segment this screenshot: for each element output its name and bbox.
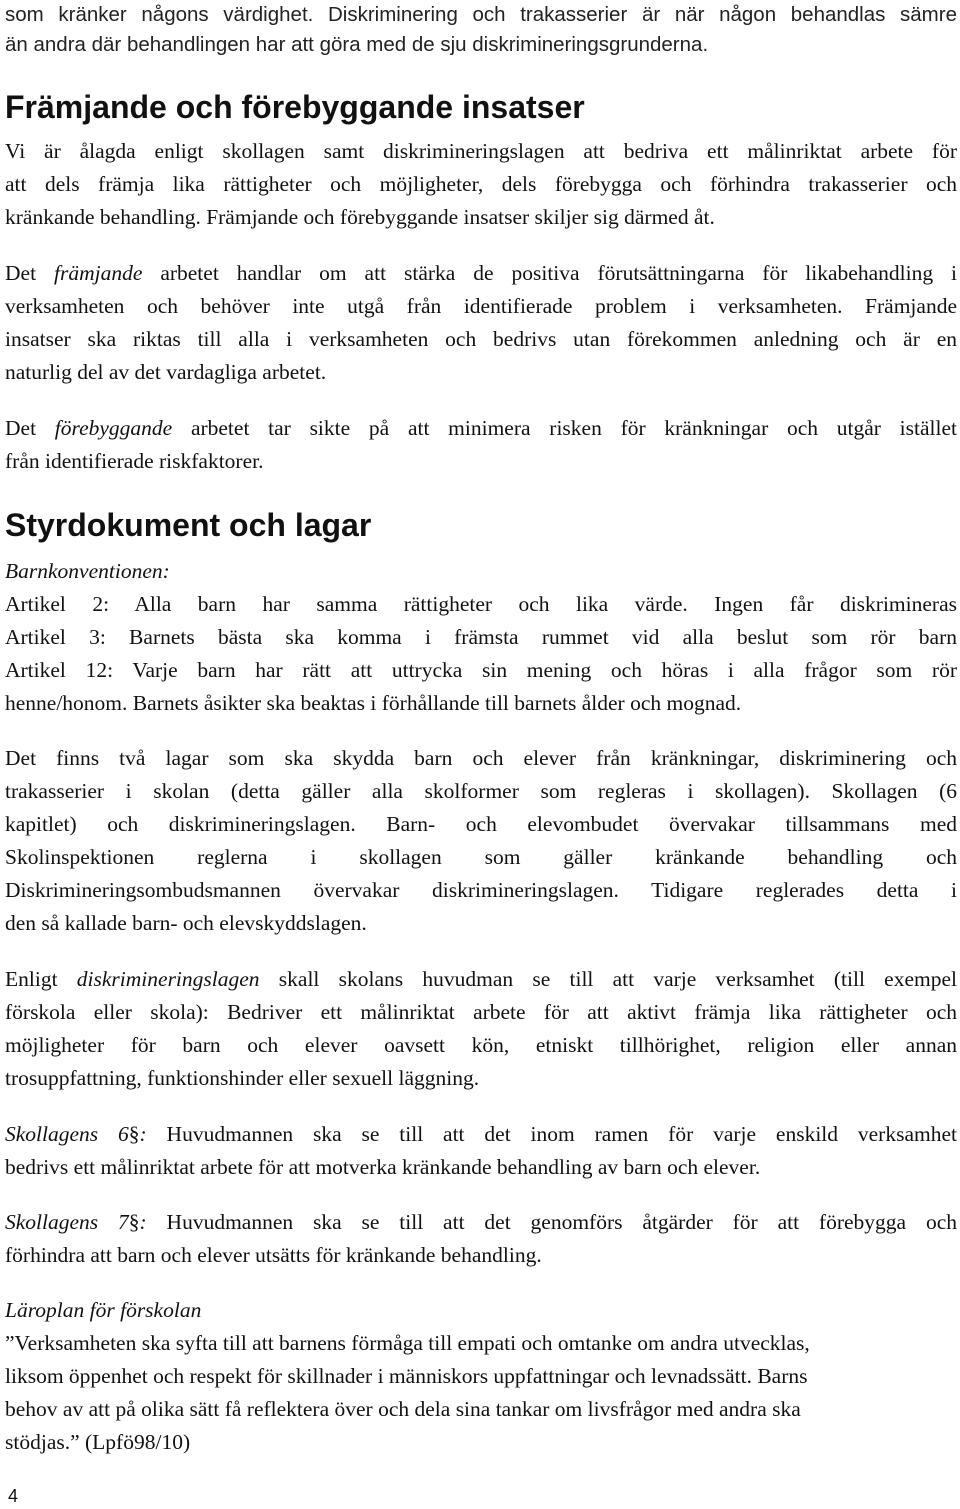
paragraph-symbol: § [128, 1210, 140, 1234]
text-line: som kränker någons värdighet. Diskriminering och trakasserier är när någon behandlas sämre [5, 3, 957, 26]
text-line: möjligheter för barn och elever oavsett kön, etniskt tillhörighet, religion eller annan [5, 1033, 957, 1057]
text-line: Artikel 2: Alla barn har samma rättigheter och lika värde. Ingen får diskrimineras [5, 592, 957, 616]
emphasis-text: förebyggande [54, 416, 173, 440]
text-line: trosuppfattning, funktionshinder eller sexuell läggning. [5, 1066, 480, 1090]
text-line: naturlig del av det vardagliga arbetet. [5, 360, 327, 384]
text-line: Artikel 3: Barnets bästa ska komma i främsta rummet vid alla beslut som rör barn [5, 625, 957, 649]
skollagens-6-paragraph [5, 1118, 957, 1184]
page-number: 4 [8, 1486, 19, 1506]
text-line: liksom öppenhet och respekt för skillnader i människors uppfattningar och levnadssätt. Barns [5, 1364, 808, 1388]
emphasis-text: Läroplan för förskolan [5, 1298, 202, 1322]
emphasis-text: främjande [53, 261, 143, 285]
text-run: Det [5, 261, 54, 285]
text-line: Artikel 12: Varje barn har rätt att uttrycka sin mening och höras i alla frågor som rör [5, 658, 957, 682]
barnkonventionen-label [5, 555, 957, 588]
text-line: behov av att på olika sätt få reflektera över och dela sina tankar om livsfrågor med andra ska [5, 1397, 801, 1421]
skollagens-7-paragraph [5, 1206, 957, 1272]
text-line: Vi är ålagda enligt skollagen samt diskrimineringslagen att bedriva ett målinriktat arbete för [5, 139, 957, 163]
laroplan-block [5, 1294, 957, 1459]
text-run: skall skolans huvudman se till att varje verksamhet (till exempel [259, 967, 957, 991]
text-line: förhindra att barn och elever utsätts för kränkande behandling. [5, 1243, 542, 1267]
text-line: kränkande behandling. Främjande och förebyggande insatser skiljer sig därmed åt. [5, 205, 715, 229]
text-line [5, 257, 957, 290]
text-line: bedrivs ett målinriktat arbete för att motverka kränkande behandling av barn och elever. [5, 1155, 761, 1179]
text-run: Huvudmannen ska se till att det genomförs åtgärder för att förebygga och [146, 1210, 957, 1234]
text-run: Enligt [5, 967, 77, 991]
text-line [5, 412, 957, 445]
text-line [5, 1206, 957, 1239]
text-line: Skolinspektionen reglerna i skollagen som gäller kränkande behandling och [5, 845, 957, 869]
text-run: arbetet tar sikte på att minimera risken för kränkningar och utgår istället [172, 416, 957, 440]
paragraph-symbol: § [128, 1122, 140, 1146]
diskrimineringslagen-paragraph [5, 963, 957, 1095]
laws-paragraph [5, 742, 957, 940]
text-line: trakasserier i skolan (detta gäller alla skolformer som regleras i skollagen). Skollagen (6 [5, 779, 957, 803]
text-line: ”Verksamheten ska syfta till att barnens förmåga till empati och omtanke om andra utvecklas, [5, 1331, 810, 1355]
text-line: än andra där behandlingen har att göra med de sju diskrimineringsgrunderna. [5, 33, 709, 56]
barnkonventionen-block [5, 555, 957, 720]
text-line [5, 963, 957, 996]
emphasis-text: diskrimineringslagen [76, 967, 260, 991]
text-line: Diskrimineringsombudsmannen övervakar diskrimineringslagen. Tidigare reglerades detta i [5, 878, 957, 902]
text-line: henne/honom. Barnets åsikter ska beaktas i förhållande till barnets ålder och mognad. [5, 691, 742, 715]
framjande-paragraph [5, 257, 957, 389]
text-line: stödjas.” (Lpfö98/10) [5, 1430, 191, 1454]
text-line: att dels främja lika rättigheter och möjligheter, dels förebygga och förhindra trakasserier och [5, 172, 957, 196]
emphasis-text: : [139, 1122, 147, 1146]
section-heading-framjande: Främjande och förebyggande insatser [5, 89, 585, 125]
text-line: förskola eller skola): Bedriver ett målinriktat arbete för att aktivt främja lika rättigheter och [5, 1000, 957, 1024]
emphasis-text: Skollagens 7 [5, 1210, 129, 1234]
text-run: Det [5, 416, 55, 440]
emphasis-text: : [139, 1210, 147, 1234]
text-line: insatser ska riktas till alla i verksamheten och bedrivs utan förekommen anledning och är en [5, 327, 957, 351]
emphasis-text: Skollagens 6 [5, 1122, 129, 1146]
text-line: den så kallade barn- och elevskyddslagen. [5, 911, 367, 935]
text-line: Det finns två lagar som ska skydda barn och elever från kränkningar, diskriminering och [5, 746, 957, 770]
section-heading-styrdokument: Styrdokument och lagar [5, 507, 372, 543]
text-run: Huvudmannen ska se till att det inom ramen för varje enskild verksamhet [146, 1122, 957, 1146]
forebyggande-paragraph [5, 412, 957, 478]
laroplan-label [5, 1294, 957, 1327]
continuation-paragraph [5, 0, 957, 60]
text-line [5, 1118, 957, 1151]
text-line: kapitlet) och diskrimineringslagen. Barn- och elevombudet övervakar tillsammans med [5, 812, 957, 836]
text-line: verksamheten och behöver inte utgå från identifierade problem i verksamheten. Främjande [5, 294, 957, 318]
text-line: från identifierade riskfaktorer. [5, 449, 264, 473]
text-run: arbetet handlar om att stärka de positiva förutsättningarna för likabehandling i [142, 261, 957, 285]
emphasis-text: Barnkonventionen: [5, 559, 170, 583]
intro-paragraph [5, 135, 957, 234]
